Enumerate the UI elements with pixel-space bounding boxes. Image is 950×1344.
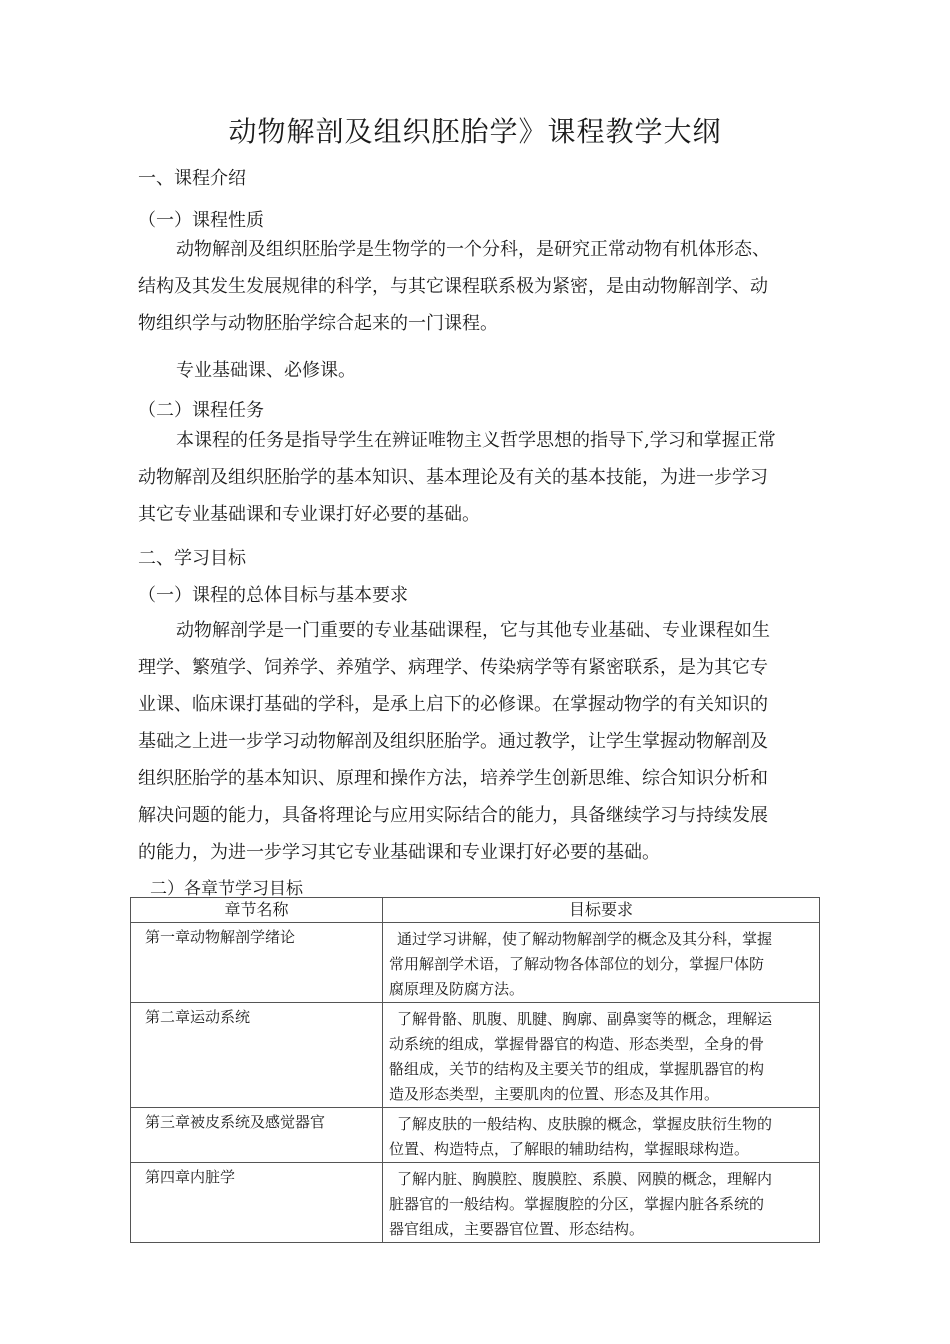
goal-line: 了解皮肤的一般结构、皮肤腺的概念，掌握皮肤衍生物的 <box>397 1115 773 1133</box>
table-row <box>131 1108 820 1163</box>
goal-line: 动系统的组成，掌握骨器官的构造、形态类型，全身的骨 <box>389 1035 765 1053</box>
paragraph-line: 动物解剖及组织胚胎学的基本知识、基本理论及有关的基本技能，为进一步学习 <box>138 467 768 488</box>
subsection-heading-task: （二）课程任务 <box>138 400 264 421</box>
goal-line: 了解骨骼、肌腹、肌腱、胸廓、副鼻窦等的概念，理解运 <box>397 1010 773 1028</box>
goal-line: 位置、构造特点，了解眼的辅助结构，掌握眼球构造。 <box>389 1140 750 1158</box>
column-header-goal: 目标要求 <box>383 898 820 923</box>
paragraph-line: 组织胚胎学的基本知识、原理和操作方法，培养学生创新思维、综合知识分析和 <box>138 768 768 789</box>
table-row <box>131 923 820 1003</box>
section-heading-intro: 一、课程介绍 <box>138 168 246 189</box>
goal-cell <box>383 1163 820 1243</box>
paragraph-line: 解决问题的能力，具备将理论与应用实际结合的能力，具备继续学习与持续发展 <box>138 805 768 826</box>
goal-line: 腐原理及防腐方法。 <box>389 980 525 998</box>
paragraph-line: 其它专业基础课和专业课打好必要的基础。 <box>138 504 480 525</box>
chapter-cell: 第二章运动系统 <box>131 1003 383 1108</box>
goal-line: 脏器官的一般结构。掌握腹腔的分区，掌握内脏各系统的 <box>389 1195 765 1213</box>
goal-cell <box>383 1003 820 1108</box>
goal-line: 造及形态类型，主要肌肉的位置、形态及其作用。 <box>389 1085 720 1103</box>
chapter-cell: 第一章动物解剖学绪论 <box>131 923 383 1003</box>
goal-line: 器官组成，主要器官位置、形态结构。 <box>389 1220 645 1238</box>
paragraph-line: 业课、临床课打基础的学科，是承上启下的必修课。在掌握动物学的有关知识的 <box>138 694 768 715</box>
subsection-heading-chapter-goals: 二）各章节学习目标 <box>150 879 303 899</box>
chapter-goals-table <box>130 897 820 1243</box>
paragraph-line: 结构及其发生发展规律的科学，与其它课程联系极为紧密，是由动物解剖学、动 <box>138 276 768 297</box>
column-header-chapter: 章节名称 <box>131 898 383 923</box>
paragraph-line: 本课程的任务是指导学生在辨证唯物主义哲学思想的指导下,学习和掌握正常 <box>176 430 776 451</box>
course-type-text: 专业基础课、必修课。 <box>176 360 356 381</box>
subsection-heading-overall-goals: （一）课程的总体目标与基本要求 <box>138 585 408 606</box>
paragraph-line: 动物解剖及组织胚胎学是生物学的一个分科，是研究正常动物有机体形态、 <box>176 239 770 260</box>
section-heading-goals: 二、学习目标 <box>138 548 246 569</box>
chapter-cell: 第三章被皮系统及感觉器官 <box>131 1108 383 1163</box>
goal-line: 了解内脏、胸膜腔、腹膜腔、系膜、网膜的概念，理解内 <box>397 1170 773 1188</box>
goal-cell <box>383 923 820 1003</box>
document-title: 动物解剖及组织胚胎学》课程教学大纲 <box>228 115 722 148</box>
paragraph-nature <box>138 231 823 342</box>
table-row <box>131 1163 820 1243</box>
paragraph-task <box>138 422 823 533</box>
table-header-row <box>131 898 820 923</box>
table-row <box>131 1003 820 1108</box>
chapter-cell: 第四章内脏学 <box>131 1163 383 1243</box>
paragraph-line: 动物解剖学是一门重要的专业基础课程，它与其他专业基础、专业课程如生 <box>176 620 770 641</box>
goal-line: 通过学习讲解，使了解动物解剖学的概念及其分科，掌握 <box>397 930 773 948</box>
subsection-heading-nature: （一）课程性质 <box>138 210 264 231</box>
paragraph-line: 物组织学与动物胚胎学综合起来的一门课程。 <box>138 313 498 334</box>
goal-line: 常用解剖学术语，了解动物各体部位的划分，掌握尸体防 <box>389 955 765 973</box>
paragraph-overall-goals <box>138 612 823 871</box>
paragraph-line: 基础之上进一步学习动物解剖及组织胚胎学。通过教学，让学生掌握动物解剖及 <box>138 731 768 752</box>
paragraph-line: 的能力，为进一步学习其它专业基础课和专业课打好必要的基础。 <box>138 842 660 863</box>
paragraph-line: 理学、繁殖学、饲养学、养殖学、病理学、传染病学等有紧密联系，是为其它专 <box>138 657 768 678</box>
goal-line: 骼组成，关节的结构及主要关节的组成，掌握肌器官的构 <box>389 1060 765 1078</box>
goal-cell <box>383 1108 820 1163</box>
